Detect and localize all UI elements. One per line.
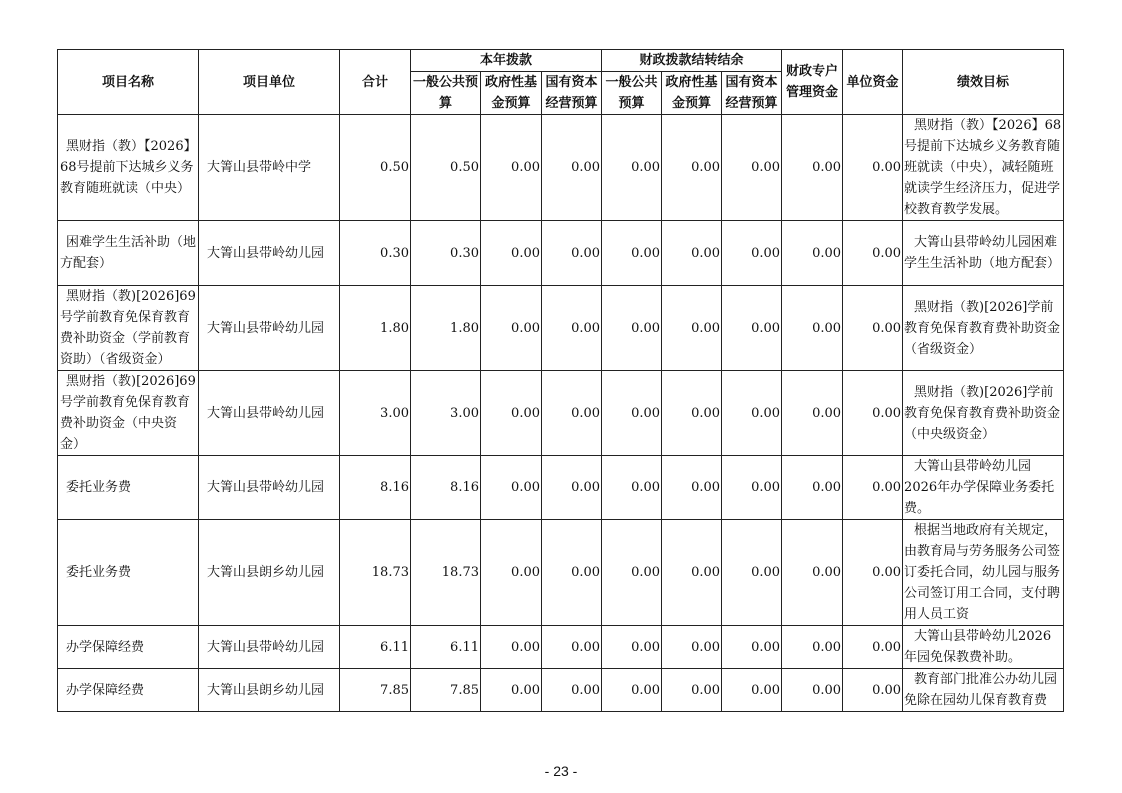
amount-cell: 0.00 [722,626,782,669]
amount-cell: 0.00 [602,115,662,221]
amount-cell: 0.00 [542,115,602,221]
amount-cell: 7.85 [411,669,481,712]
amount-cell: 0.00 [843,115,903,221]
header-total: 合计 [340,50,411,115]
amount-cell: 0.00 [542,520,602,626]
header-current-year: 本年拨款 [411,50,602,72]
amount-cell: 0.00 [602,371,662,456]
project-unit-cell: 大箐山县带岭中学 [199,115,340,221]
amount-cell: 0.00 [782,456,843,520]
amount-cell: 0.00 [722,115,782,221]
amount-cell: 8.16 [340,456,411,520]
amount-cell: 0.00 [843,286,903,371]
amount-cell: 0.00 [843,626,903,669]
amount-cell: 0.00 [662,371,722,456]
project-name-cell: 黑财指（教)[2026]69号学前教育免保育教育费补助资金（中央资金） [58,371,199,456]
amount-cell: 3.00 [411,371,481,456]
header-gov-fund-budget: 政府性基金预算 [481,72,542,115]
performance-goal-cell: 大箐山县带岭幼儿园困难学生生活补助（地方配套） [903,221,1064,286]
project-name-cell: 黑财指（教)[2026]69号学前教育免保育教育费补助资金（学前教育资助）（省级资金） [58,286,199,371]
table-row [58,221,1064,286]
amount-cell: 0.00 [662,221,722,286]
amount-cell: 0.50 [411,115,481,221]
amount-cell: 0.00 [722,520,782,626]
amount-cell: 0.00 [782,626,843,669]
header-special-fund: 财政专户管理资金 [782,50,843,115]
header-carryover-state-capital-budget: 国有资本经营预算 [722,72,782,115]
amount-cell: 0.00 [481,520,542,626]
amount-cell: 0.30 [411,221,481,286]
amount-cell: 0.00 [843,520,903,626]
project-name-cell: 办学保障经费 [58,626,199,669]
amount-cell: 0.00 [481,669,542,712]
amount-cell: 0.00 [602,669,662,712]
performance-goal-cell: 黑财指（教)[2026]学前教育免保育教育费补助资金（省级资金） [903,286,1064,371]
project-unit-cell: 大箐山县朗乡幼儿园 [199,520,340,626]
amount-cell: 0.00 [843,456,903,520]
amount-cell: 0.00 [542,221,602,286]
project-name-cell: 黑财指（教）【2026】68号提前下达城乡义务教育随班就读（中央） [58,115,199,221]
amount-cell: 1.80 [340,286,411,371]
amount-cell: 0.00 [662,669,722,712]
amount-cell: 18.73 [411,520,481,626]
header-unit-fund: 单位资金 [843,50,903,115]
amount-cell: 0.00 [602,626,662,669]
amount-cell: 0.00 [542,669,602,712]
table-row [58,626,1064,669]
amount-cell: 0.00 [722,669,782,712]
amount-cell: 6.11 [340,626,411,669]
project-unit-cell: 大箐山县带岭幼儿园 [199,286,340,371]
amount-cell: 0.00 [782,221,843,286]
amount-cell: 1.80 [411,286,481,371]
amount-cell: 0.00 [662,520,722,626]
amount-cell: 0.00 [481,371,542,456]
amount-cell: 0.00 [843,371,903,456]
amount-cell: 0.30 [340,221,411,286]
amount-cell: 0.00 [542,456,602,520]
amount-cell: 0.00 [722,221,782,286]
amount-cell: 7.85 [340,669,411,712]
amount-cell: 18.73 [340,520,411,626]
table-row [58,520,1064,626]
performance-goal-cell: 黑财指（教)[2026]学前教育免保育教育费补助资金（中央级资金） [903,371,1064,456]
amount-cell: 0.00 [782,520,843,626]
amount-cell: 0.00 [662,456,722,520]
amount-cell: 0.00 [481,456,542,520]
table-row [58,669,1064,712]
amount-cell: 3.00 [340,371,411,456]
amount-cell: 0.00 [602,221,662,286]
budget-table [57,49,1064,712]
header-carryover-general-budget: 一般公共预算 [602,72,662,115]
header-project-unit: 项目单位 [199,50,340,115]
amount-cell: 0.50 [340,115,411,221]
table-row [58,456,1064,520]
page-number: - 23 - [544,763,578,779]
header-carryover-gov-fund-budget: 政府性基金预算 [662,72,722,115]
amount-cell: 0.00 [662,115,722,221]
header-carryover: 财政拨款结转结余 [602,50,782,72]
amount-cell: 0.00 [481,286,542,371]
amount-cell: 0.00 [481,221,542,286]
project-unit-cell: 大箐山县带岭幼儿园 [199,221,340,286]
amount-cell: 0.00 [722,456,782,520]
table-row [58,286,1064,371]
project-unit-cell: 大箐山县带岭幼儿园 [199,626,340,669]
project-unit-cell: 大箐山县带岭幼儿园 [199,456,340,520]
project-name-cell: 委托业务费 [58,520,199,626]
amount-cell: 0.00 [481,115,542,221]
amount-cell: 0.00 [602,456,662,520]
amount-cell: 0.00 [662,626,722,669]
amount-cell: 0.00 [782,669,843,712]
performance-goal-cell: 教育部门批准公办幼儿园免除在园幼儿保育教育费 [903,669,1064,712]
amount-cell: 0.00 [662,286,722,371]
performance-goal-cell: 大箐山县带岭幼儿园2026年办学保障业务委托费。 [903,456,1064,520]
header-project-name: 项目名称 [58,50,199,115]
amount-cell: 0.00 [602,520,662,626]
project-name-cell: 办学保障经费 [58,669,199,712]
amount-cell: 0.00 [722,371,782,456]
header-general-budget: 一般公共预算 [411,72,481,115]
project-name-cell: 困难学生生活补助（地方配套） [58,221,199,286]
header-performance-goal: 绩效目标 [903,50,1064,115]
amount-cell: 0.00 [722,286,782,371]
amount-cell: 0.00 [602,286,662,371]
project-unit-cell: 大箐山县朗乡幼儿园 [199,669,340,712]
table-row [58,371,1064,456]
amount-cell: 0.00 [782,115,843,221]
performance-goal-cell: 黑财指（教）【2026】68号提前下达城乡义务教育随班就读（中央），减轻随班就读学生经济压力，促进学校教育教学发展。 [903,115,1064,221]
amount-cell: 0.00 [782,371,843,456]
amount-cell: 0.00 [542,371,602,456]
amount-cell: 0.00 [542,286,602,371]
header-state-capital-budget: 国有资本经营预算 [542,72,602,115]
performance-goal-cell: 大箐山县带岭幼儿2026年园免保教费补助。 [903,626,1064,669]
amount-cell: 0.00 [843,221,903,286]
amount-cell: 0.00 [542,626,602,669]
performance-goal-cell: 根据当地政府有关规定，由教育局与劳务服务公司签订委托合同，幼儿园与服务公司签订用工合同，支付聘用人员工资 [903,520,1064,626]
amount-cell: 6.11 [411,626,481,669]
project-name-cell: 委托业务费 [58,456,199,520]
project-unit-cell: 大箐山县带岭幼儿园 [199,371,340,456]
amount-cell: 0.00 [843,669,903,712]
amount-cell: 8.16 [411,456,481,520]
amount-cell: 0.00 [481,626,542,669]
amount-cell: 0.00 [782,286,843,371]
table-row [58,115,1064,221]
